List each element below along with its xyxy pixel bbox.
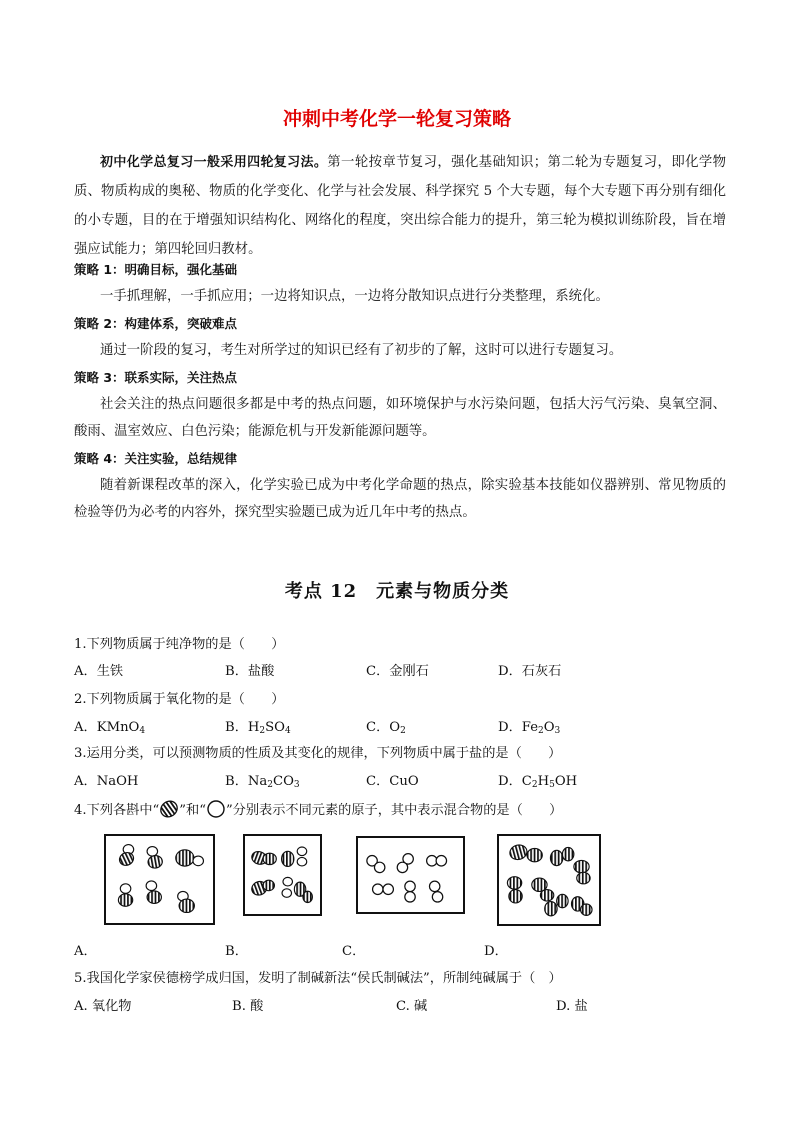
- diagram-d: [497, 834, 601, 926]
- question-3-stem: 3.运用分类，可以预测物质的性质及其变化的规律，下列物质中属于盐的是（ ）: [74, 746, 562, 761]
- question-4-stem: 4.下列各斟中“ ”和“ ”分别表示不同元素的原子，其中表示混合物的是（ ）: [74, 799, 562, 818]
- strategy-heading: 策略 4：关注实验，总结规律: [74, 451, 238, 466]
- q5-option-a: A. 氧化物: [74, 999, 132, 1014]
- diagram-b: [243, 834, 322, 916]
- q4-option-a: A．: [74, 944, 97, 959]
- strategy-4: [74, 445, 726, 526]
- q4-option-c: C．: [342, 944, 366, 959]
- q1-option-a: A．生铁: [74, 664, 124, 679]
- q2-option-b: B．$H_2SO_4$: [225, 720, 291, 736]
- q3-option-c: C．CuO: [366, 774, 419, 789]
- strategy-heading: 策略 1：明确目标，强化基础: [74, 262, 238, 277]
- strategy-heading: 策略 3：联系实际，关注热点: [74, 370, 238, 385]
- question-5-stem: 5.我国化学家侯德榜学成归国，发明了制碱新法“侯氏制碱法”，所制纯碱属于（ ）: [74, 971, 562, 986]
- q1-option-c: C．金刚石: [366, 664, 429, 679]
- strategy-2: [74, 310, 726, 364]
- q4-option-d: D．: [484, 944, 508, 959]
- strategy-body: 社会关注的热点问题很多都是中考的热点问题，如环境保护与水污染问题，包括大污气污染、臭氧空洞、酸雨、温室效应、白色污染；能源危机与开发新能源问题等。: [74, 397, 726, 439]
- strategy-3: [74, 364, 726, 445]
- q5-option-c: C. 碱: [396, 999, 428, 1014]
- q4-option-b: B．: [225, 944, 248, 959]
- intro-body: 第一轮按章节复习，强化基础知识；第二轮为专题复习，即化学物质、物质构成的奥秘、物质的化学变化、化学与社会发展、科学探究 5 个大专题，每个大专题下再分别有细化的小专题，目的在于增强知识结构化、网络化的程度，突出综合能力的提升，第三轮为模拟训练阶段，旨在增强应试能力；第四轮回归教材。: [74, 155, 726, 257]
- strategy-1: [74, 256, 726, 310]
- strategy-heading: 策略 2：构建体系，突破难点: [74, 316, 238, 331]
- question-1-stem: 1.下列物质属于纯净物的是（ ）: [74, 637, 285, 652]
- diagram-a: [104, 834, 215, 925]
- intro-paragraph: [74, 148, 726, 264]
- q2-option-d: D．$Fe_2O_3$: [498, 720, 561, 736]
- q1-option-b: B．盐酸: [225, 664, 275, 679]
- section-title: 考点 12 元素与物质分类: [284, 581, 510, 602]
- question-2-stem: 2.下列物质属于氧化物的是（ ）: [74, 692, 285, 707]
- q1-option-d: D．石灰石: [498, 664, 562, 679]
- q2-option-c: C．$O_2$: [366, 720, 406, 736]
- strategy-body: 通过一阶段的复习，考生对所学过的知识已经有了初步的了解，这时可以进行专题复习。: [100, 343, 623, 358]
- hollow-atom-icon: [206, 800, 226, 818]
- q3-option-b: B．$Na_2CO_3$: [225, 774, 300, 790]
- q3-option-a: A．NaOH: [74, 774, 139, 789]
- hatched-atom-icon: [159, 800, 179, 818]
- diagram-c: [356, 836, 465, 914]
- strategy-body: 随着新课程改革的深入，化学实验已成为中考化学命题的热点，除实验基本技能如仪器辨别、常见物质的检验等仍为必考的内容外，探究型实验题已成为近几年中考的热点。: [74, 478, 726, 520]
- q3-option-d: D．$C_2H_5OH$: [498, 774, 578, 790]
- strategy-body: 一手抓理解，一手抓应用；一边将知识点，一边将分散知识点进行分类整理，系统化。: [100, 289, 609, 304]
- page-title: 冲刺中考化学一轮复习策略: [282, 108, 511, 130]
- q5-option-b: B. 酸: [232, 999, 264, 1014]
- q5-option-d: D. 盐: [556, 999, 588, 1014]
- q2-option-a: A．KMnO$_4$: [74, 720, 146, 736]
- intro-lead: 初中化学总复习一般采用四轮复习法。: [100, 155, 328, 170]
